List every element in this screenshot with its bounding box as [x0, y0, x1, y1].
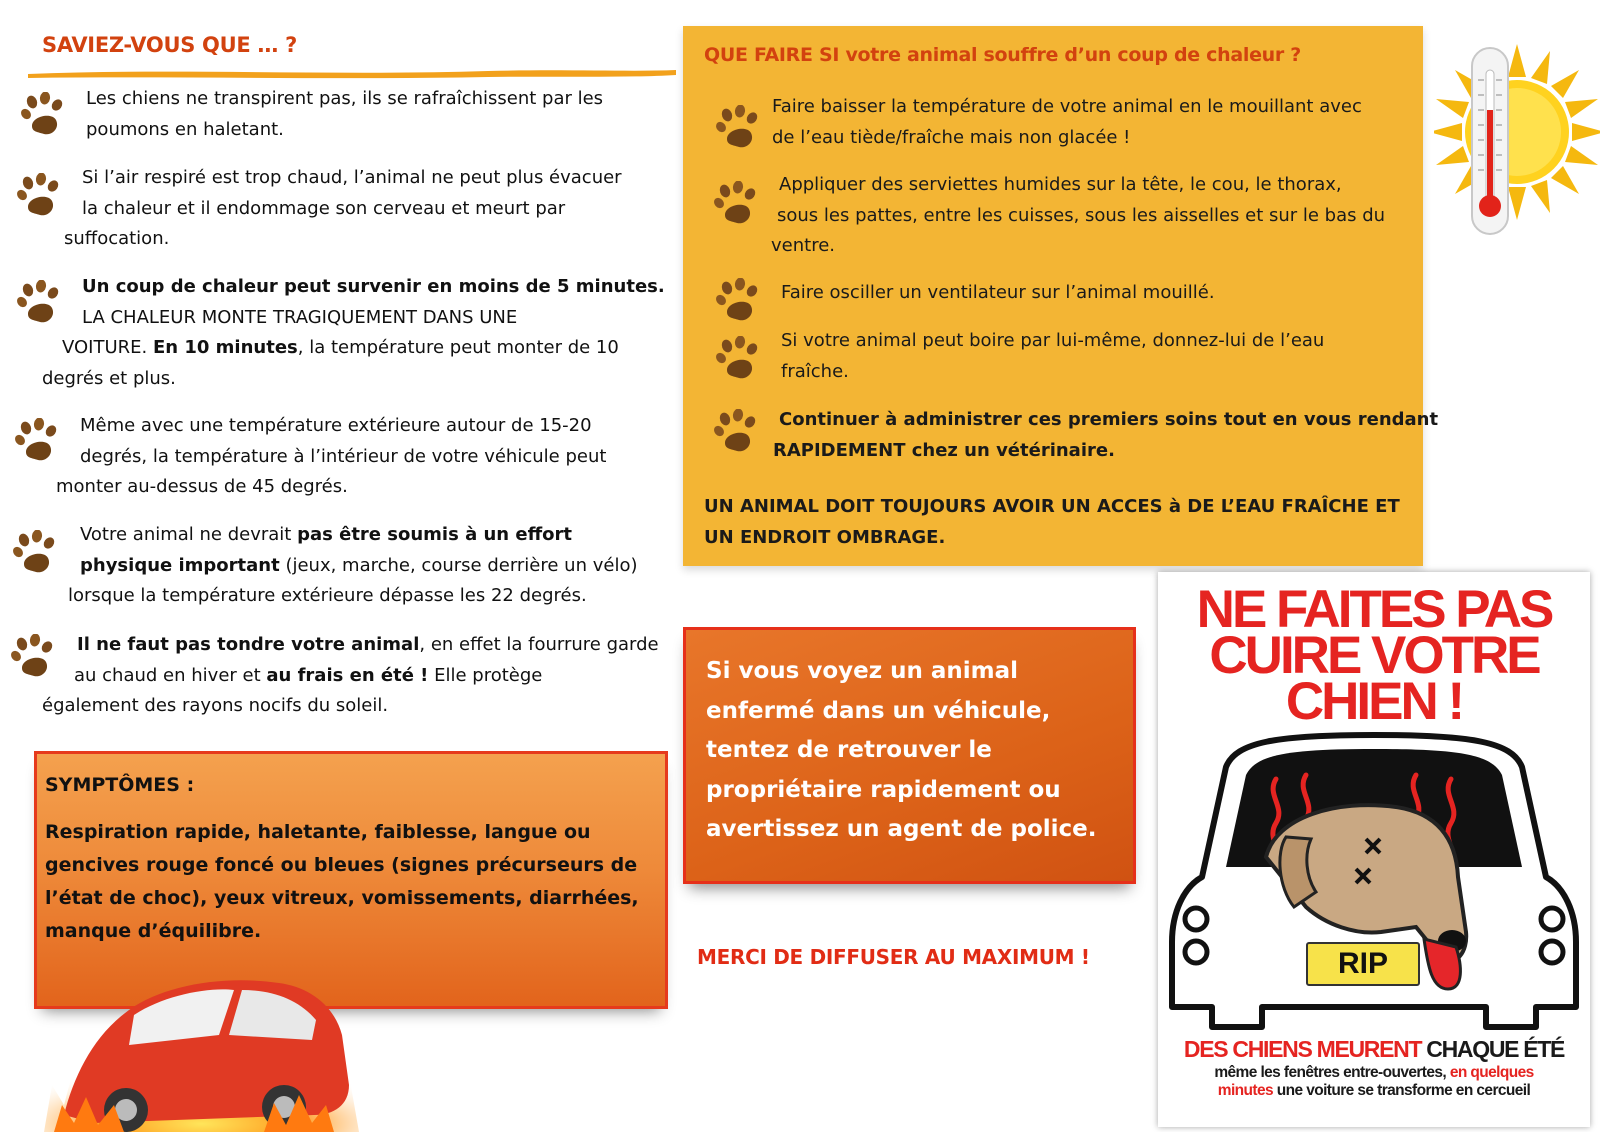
care-item-3: Faire osciller un ventilateur sur l’animal mouillé. — [781, 282, 1215, 303]
symptoms-title: SYMPTÔMES : — [45, 774, 195, 796]
paw-icon — [711, 181, 763, 227]
symptoms-text: Respiration rapide, haletante, faiblesse, langue ou gencives rouge foncé ou bleues (signes précurseurs de l’état de choc), yeux vitreux, vomissements, diarrhées, manque d’équilibre. — [45, 821, 639, 942]
first-aid-box — [683, 26, 1439, 566]
alert-box — [683, 627, 1136, 884]
sun-thermometer-icon — [1434, 40, 1600, 240]
first-aid-title: QUE FAIRE SI votre animal souffre d’un coup de chaleur ? — [704, 44, 1302, 66]
care-item-2: Appliquer des serviettes humides sur la tête, le cou, le thorax, sous les pattes, entre les cuisses, sous les aisselles et sur le bas du ventre. — [771, 174, 1386, 256]
paw-icon — [14, 173, 66, 219]
fact-2: Si l’air respiré est trop chaud, l’animal ne peut plus évacuer la chaleur et il endommage son cerveau et meurt par suffocation. — [64, 167, 622, 249]
paw-icon — [713, 278, 765, 324]
fact-3: Un coup de chaleur peut survenir en moins de 5 minutes. LA CHALEUR MONTE TRAGIQUEMENT DANS UNE VOITURE. En 10 minutes, la température peut monter de 10 degrés et plus. — [42, 276, 665, 389]
paw-icon — [10, 530, 62, 576]
poster-headline-line-2: CUIRE VOTRE — [1209, 626, 1539, 685]
license-plate: RIP — [1306, 942, 1420, 986]
paw-icon — [14, 280, 66, 326]
paw-icon — [8, 634, 60, 680]
warning-poster — [1158, 572, 1590, 1127]
poster-footer-sub: même les fenêtres entre-ouvertes, en quelques minutes une voiture se transforme en cercueil — [1214, 1064, 1534, 1099]
fact-5: Votre animal ne devrait pas être soumis à un effort physique important (jeux, marche, course derrière un vélo) lorsque la température extérieure dépasse les 22 degrés. — [68, 524, 638, 606]
alert-text: Si vous voyez un animal enfermé dans un véhicule, tentez de retrouver le propriétaire rapidement ou avertissez un agent de police. — [706, 658, 1097, 842]
paw-icon — [12, 418, 64, 464]
care-item-5: Continuer à administrer ces premiers soins tout en vous rendant RAPIDEMENT chez un vétérinaire. — [773, 409, 1439, 461]
poster-car-illustration — [1166, 727, 1582, 1032]
burning-car-illustration — [34, 965, 364, 1132]
poster-headline-line-1: NE FAITES PAS — [1196, 580, 1552, 639]
care-item-1: Faire baisser la température de votre animal en le mouillant avec de l’eau tiède/fraîche mais non glacée ! — [772, 96, 1362, 148]
share-message: MERCI DE DIFFUSER AU MAXIMUM ! — [697, 945, 1090, 969]
first-aid-footer: UN ANIMAL DOIT TOUJOURS AVOIR UN ACCES à DE L’EAU FRAÎCHE ET UN ENDROIT OMBRAGE. — [704, 496, 1400, 548]
paw-icon — [713, 105, 765, 151]
poster-headline-line-3: CHIEN ! — [1285, 672, 1463, 731]
care-item-4: Si votre animal peut boire par lui-même, donnez-lui de l’eau fraîche. — [781, 330, 1325, 382]
section-title-facts: SAVIEZ-VOUS QUE … ? — [42, 33, 297, 57]
paw-icon — [713, 336, 765, 382]
fact-4: Même avec une température extérieure autour de 15-20 degrés, la température à l’intérieur de votre véhicule peut monter au-dessus de 45 degrés. — [56, 415, 607, 497]
poster-footer-main: DES CHIENS MEURENT CHAQUE ÉTÉ — [1183, 1036, 1565, 1062]
fact-1: Les chiens ne transpirent pas, ils se rafraîchissent par les poumons en haletant. — [86, 88, 604, 140]
paw-icon — [18, 92, 70, 138]
fact-6: Il ne faut pas tondre votre animal, en effet la fourrure garde au chaud en hiver et au frais en été ! Elle protège également des rayons nocifs du soleil. — [42, 634, 659, 716]
paw-icon — [711, 409, 763, 455]
title-underline — [28, 66, 676, 80]
